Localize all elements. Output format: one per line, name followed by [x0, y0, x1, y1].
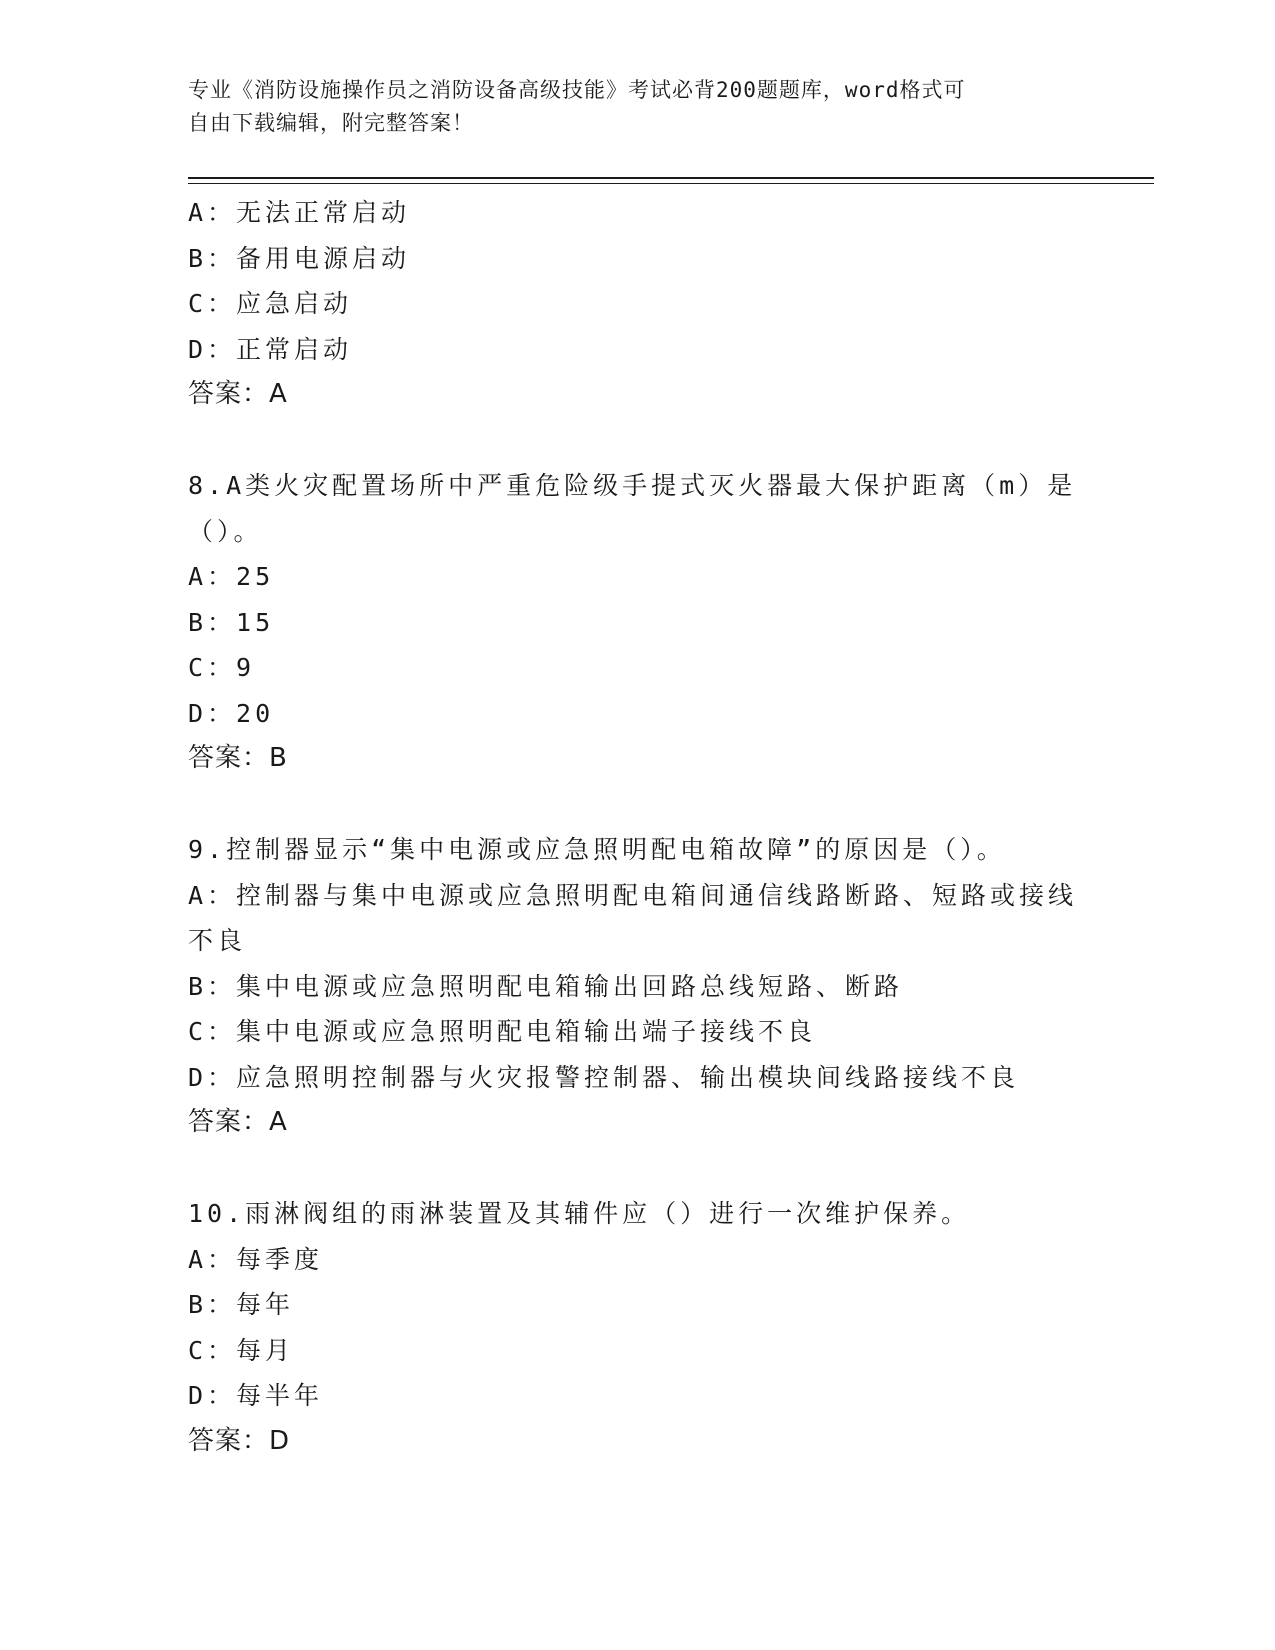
question-block-8	[188, 463, 1088, 782]
question-stem: 8.A类火灾配置场所中严重危险级手提式灭火器最大保护距离（m）是	[188, 471, 1077, 500]
question-stem-continued: （）。	[188, 516, 263, 546]
answer: 答案：B	[188, 743, 288, 773]
option-b: B：集中电源或应急照明配电箱输出回路总线短路、断路	[188, 971, 904, 1001]
option-c: C：应急启动	[188, 289, 353, 318]
header-rule-thin	[188, 183, 1154, 184]
spacer	[188, 782, 1088, 828]
option-a: A：每季度	[188, 1244, 324, 1274]
option-c: C：9	[188, 653, 256, 682]
option-c: C：每月	[188, 1335, 295, 1365]
question-block-7	[188, 190, 1088, 418]
option-b: B：备用电源启动	[188, 243, 411, 273]
header-line-1: 专业《消防设施操作员之消防设备高级技能》考试必背200题题库，word格式可	[188, 78, 966, 102]
question-stem: 10.雨淋阀组的雨淋装置及其辅件应（）进行一次维护保养。	[188, 1199, 971, 1228]
answer: 答案：D	[188, 1425, 291, 1456]
option-c: C：集中电源或应急照明配电箱输出端子接线不良	[188, 1017, 817, 1046]
option-a: A：25	[188, 562, 275, 591]
option-b: B：每年	[188, 1290, 295, 1319]
option-d: D：应急照明控制器与火灾报警控制器、输出模块间线路接线不良	[188, 1062, 1020, 1092]
option-d: D：每半年	[188, 1381, 324, 1410]
answer: 答案：A	[188, 379, 288, 409]
spacer	[188, 418, 1088, 464]
spacer	[188, 1146, 1088, 1192]
option-d: D：20	[188, 698, 275, 728]
option-b: B：15	[188, 607, 275, 637]
header-rule-thick	[188, 177, 1154, 179]
question-block-10	[188, 1191, 1088, 1464]
document-header	[188, 74, 1068, 140]
option-a: A：无法正常启动	[188, 198, 411, 227]
question-block-9	[188, 827, 1088, 1146]
answer: 答案：A	[188, 1107, 288, 1137]
option-a: A：控制器与集中电源或应急照明配电箱间通信线路断路、短路或接线	[188, 880, 1078, 910]
option-a-continued: 不良	[188, 926, 247, 955]
option-d: D：正常启动	[188, 334, 353, 364]
question-content	[188, 190, 1088, 1464]
header-line-2: 自由下载编辑，附完整答案！	[188, 111, 474, 135]
question-stem: 9.控制器显示“集中电源或应急照明配电箱故障”的原因是（）。	[188, 835, 1006, 864]
